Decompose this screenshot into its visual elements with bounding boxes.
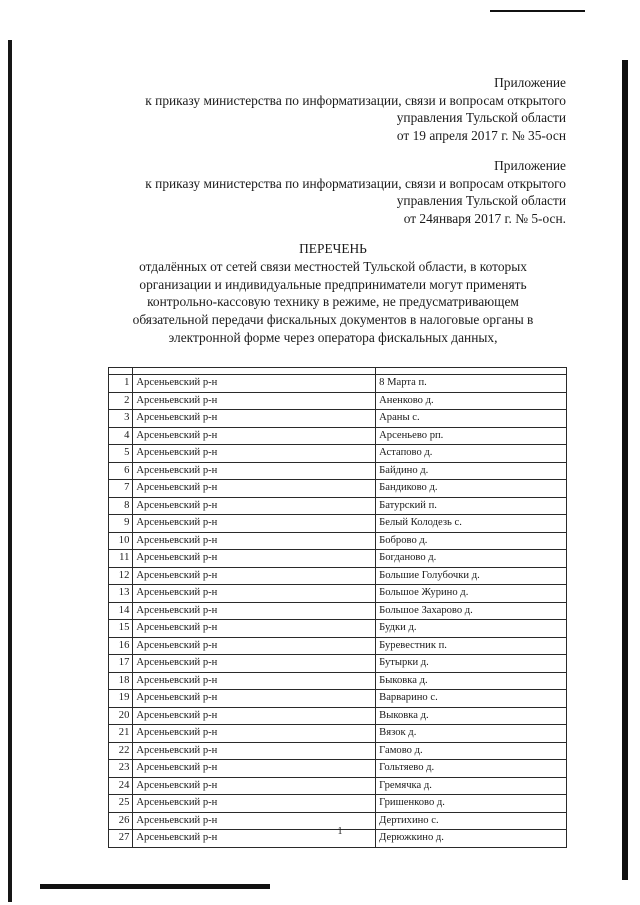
appendix-previous — [100, 157, 566, 227]
locality-cell: Большое Захарово д. — [376, 602, 567, 620]
table-row — [109, 445, 567, 463]
table-row — [109, 707, 567, 725]
table-row — [109, 585, 567, 603]
row-number: 14 — [109, 602, 133, 620]
locality-cell: Арсеньево рп. — [376, 427, 567, 445]
locality-cell: Бутырки д. — [376, 655, 567, 673]
locality-cell: Быковка д. — [376, 672, 567, 690]
header-cell — [133, 368, 376, 375]
district-cell: Арсеньевский р-н — [133, 462, 376, 480]
scan-mark-top — [490, 10, 585, 12]
district-cell: Арсеньевский р-н — [133, 497, 376, 515]
locality-cell: Буревестник п. — [376, 637, 567, 655]
table-row — [109, 427, 567, 445]
table-row — [109, 532, 567, 550]
district-cell: Арсеньевский р-н — [133, 690, 376, 708]
row-number: 19 — [109, 690, 133, 708]
localities-table — [108, 367, 567, 848]
appendix-order-line: к приказу министерства по информатизации, связи и вопросам открытого — [145, 92, 566, 108]
locality-cell: Бандиково д. — [376, 480, 567, 498]
locality-cell: Богданово д. — [376, 550, 567, 568]
table-row — [109, 795, 567, 813]
district-cell: Арсеньевский р-н — [133, 480, 376, 498]
row-number: 17 — [109, 655, 133, 673]
district-cell: Арсеньевский р-н — [133, 672, 376, 690]
table-row — [109, 550, 567, 568]
appendix-order-line: к приказу министерства по информатизации, связи и вопросам открытого — [145, 175, 566, 191]
row-number: 18 — [109, 672, 133, 690]
district-cell: Арсеньевский р-н — [133, 445, 376, 463]
scan-mark-right — [622, 60, 628, 880]
locality-cell: Батурский п. — [376, 497, 567, 515]
table-row — [109, 602, 567, 620]
locality-cell: Байдино д. — [376, 462, 567, 480]
document-title — [100, 240, 566, 347]
district-cell: Арсеньевский р-н — [133, 585, 376, 603]
row-number: 22 — [109, 742, 133, 760]
district-cell: Арсеньевский р-н — [133, 515, 376, 533]
appendix-date-line: от 24января 2017 г. № 5-осн. — [403, 210, 566, 226]
locality-cell: Большое Журино д. — [376, 585, 567, 603]
row-number: 25 — [109, 795, 133, 813]
appendix-authority-line: управления Тульской области — [396, 110, 566, 125]
locality-cell: Будки д. — [376, 620, 567, 638]
row-number: 11 — [109, 550, 133, 568]
table-row — [109, 690, 567, 708]
table-header-row — [109, 368, 567, 375]
locality-cell: Дерюжкино д. — [376, 830, 567, 848]
district-cell: Арсеньевский р-н — [133, 567, 376, 585]
appendix-label: Приложение — [494, 158, 566, 173]
district-cell: Арсеньевский р-н — [133, 655, 376, 673]
row-number: 1 — [109, 375, 133, 393]
table-row — [109, 760, 567, 778]
row-number: 8 — [109, 497, 133, 515]
row-number: 5 — [109, 445, 133, 463]
table-row — [109, 742, 567, 760]
locality-cell: Гамово д. — [376, 742, 567, 760]
row-number: 21 — [109, 725, 133, 743]
table-row — [109, 462, 567, 480]
district-cell: Арсеньевский р-н — [133, 725, 376, 743]
row-number: 12 — [109, 567, 133, 585]
title-line: электронной форме через оператора фискальных данных, — [168, 329, 498, 345]
table-row — [109, 620, 567, 638]
row-number: 23 — [109, 760, 133, 778]
locality-cell: Араны с. — [376, 410, 567, 428]
table-row — [109, 567, 567, 585]
locality-cell: Дертихино с. — [376, 812, 567, 830]
locality-cell: Белый Колодезь с. — [376, 515, 567, 533]
header-cell — [109, 368, 133, 375]
locality-cell: Варварино с. — [376, 690, 567, 708]
table-row — [109, 637, 567, 655]
title-line: обязательной передачи фискальных документов в налоговые органы в — [132, 312, 534, 328]
locality-cell: Аненково д. — [376, 392, 567, 410]
locality-cell: Гремячка д. — [376, 777, 567, 795]
title-heading: ПЕРЕЧЕНЬ — [299, 241, 367, 256]
header-cell — [376, 368, 567, 375]
row-number: 15 — [109, 620, 133, 638]
row-number: 9 — [109, 515, 133, 533]
locality-cell: Гришенково д. — [376, 795, 567, 813]
row-number: 6 — [109, 462, 133, 480]
table-row — [109, 410, 567, 428]
table-row — [109, 480, 567, 498]
locality-cell: Выковка д. — [376, 707, 567, 725]
district-cell: Арсеньевский р-н — [133, 637, 376, 655]
table-row — [109, 655, 567, 673]
appendix-date-line: от 19 апреля 2017 г. № 35-осн — [396, 127, 566, 143]
district-cell: Арсеньевский р-н — [133, 410, 376, 428]
row-number: 26 — [109, 812, 133, 830]
locality-cell: Гольтяево д. — [376, 760, 567, 778]
district-cell: Арсеньевский р-н — [133, 777, 376, 795]
row-number: 13 — [109, 585, 133, 603]
district-cell: Арсеньевский р-н — [133, 742, 376, 760]
appendix-current — [100, 74, 566, 144]
row-number: 3 — [109, 410, 133, 428]
row-number: 16 — [109, 637, 133, 655]
row-number: 24 — [109, 777, 133, 795]
locality-cell: Вязок д. — [376, 725, 567, 743]
appendix-label: Приложение — [494, 75, 566, 90]
table-row — [109, 497, 567, 515]
district-cell: Арсеньевский р-н — [133, 392, 376, 410]
district-cell: Арсеньевский р-н — [133, 620, 376, 638]
district-cell: Арсеньевский р-н — [133, 795, 376, 813]
table-row — [109, 672, 567, 690]
table-row — [109, 392, 567, 410]
title-line: организации и индивидуальные предприниматели могут применять — [139, 276, 527, 292]
locality-cell: Астапово д. — [376, 445, 567, 463]
table-row — [109, 777, 567, 795]
table-row — [109, 375, 567, 393]
row-number: 27 — [109, 830, 133, 848]
locality-cell: Большие Голубочки д. — [376, 567, 567, 585]
locality-cell: 8 Марта п. — [376, 375, 567, 393]
row-number: 2 — [109, 392, 133, 410]
title-line: контрольно-кассовую технику в режиме, не предусматривающем — [147, 294, 519, 310]
row-number: 10 — [109, 532, 133, 550]
district-cell: Арсеньевский р-н — [133, 532, 376, 550]
scan-mark-bottom — [40, 884, 270, 889]
page-number: 1 — [337, 826, 343, 837]
district-cell: Арсеньевский р-н — [133, 427, 376, 445]
table-row — [109, 725, 567, 743]
district-cell: Арсеньевский р-н — [133, 375, 376, 393]
district-cell: Арсеньевский р-н — [133, 760, 376, 778]
district-cell: Арсеньевский р-н — [133, 707, 376, 725]
locality-cell: Боброво д. — [376, 532, 567, 550]
title-line: отдалённых от сетей связи местностей Тульской области, в которых — [139, 258, 527, 274]
scan-mark-left — [8, 40, 12, 902]
appendix-authority-line: управления Тульской области — [396, 193, 566, 208]
district-cell: Арсеньевский р-н — [133, 602, 376, 620]
row-number: 20 — [109, 707, 133, 725]
table-row — [109, 515, 567, 533]
district-cell: Арсеньевский р-н — [133, 812, 376, 830]
district-cell: Арсеньевский р-н — [133, 830, 376, 848]
row-number: 7 — [109, 480, 133, 498]
district-cell: Арсеньевский р-н — [133, 550, 376, 568]
row-number: 4 — [109, 427, 133, 445]
